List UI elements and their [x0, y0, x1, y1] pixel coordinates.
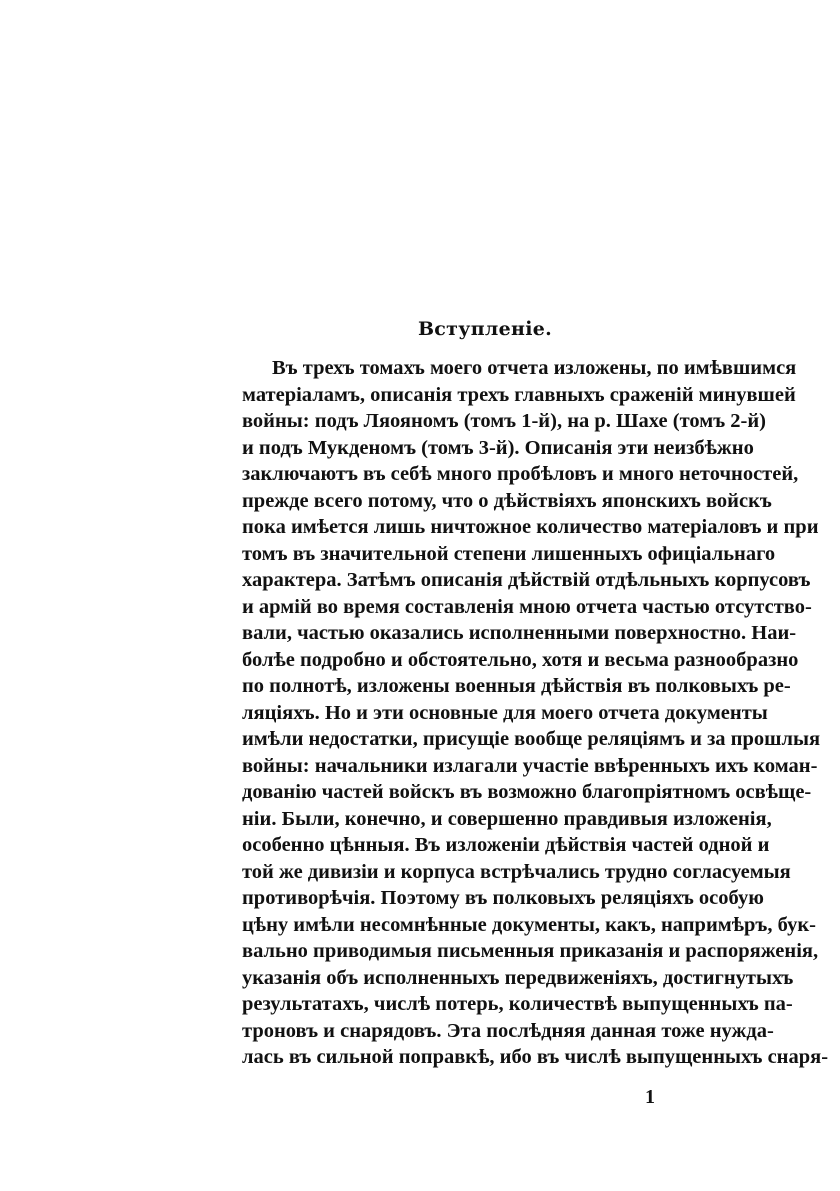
body-text — [242, 355, 829, 1071]
text-line: указанія объ исполненныхъ передвиженіяхъ, достигнутыхъ — [242, 966, 794, 989]
text-line: пока имѣется лишь ничтожное количество матеріаловъ и при — [242, 516, 819, 538]
text-line: и армій во время составленія мною отчета частью отсутство- — [242, 595, 812, 618]
text-line: войны: начальники излагали участіе ввѣренныхъ ихъ коман- — [242, 754, 818, 777]
page-number: 1 — [645, 1086, 655, 1108]
text-line: особенно цѣнныя. Въ изложеніи дѣйствія частей одной и — [242, 834, 770, 856]
text-line: вально приводимыя письменныя приказанія и распоряженія, — [242, 940, 819, 962]
text-line: цѣну имѣли несомнѣнные документы, какъ, напримѣръ, бук- — [242, 913, 816, 936]
text-line: войны: подъ Ляояномъ (томъ 1-й), на р. Шахе (томъ 2-й) — [242, 410, 767, 432]
text-line: ніи. Были, конечно, и совершенно правдивыя изложенія, — [242, 807, 772, 830]
text-line: ляціяхъ. Но и эти основные для моего отчета документы — [242, 701, 768, 724]
text-line: имѣли недостатки, присущіе вообще реляціямъ и за прошлыя — [242, 728, 821, 750]
text-line: и подъ Мукденомъ (томъ 3-й). Описанія эти неизбѣжно — [242, 436, 754, 459]
text-line: результатахъ, числѣ потерь, количествѣ выпущенныхъ па- — [242, 993, 793, 1015]
text-line: прежде всего потому, что о дѣйствіяхъ японскихъ войскъ — [242, 489, 772, 512]
text-line: троновъ и снарядовъ. Эта послѣдняя данная тоже нужда- — [242, 1019, 774, 1042]
text-line: вали, частью оказались исполненными поверхностно. Наи- — [242, 622, 797, 644]
text-line: характера. Затѣмъ описанія дѣйствій отдѣльныхъ корпусовъ — [242, 569, 811, 591]
text-line: лась въ сильной поправкѣ, ибо въ числѣ выпущенныхъ снаря- — [242, 1046, 829, 1068]
text-line: томъ въ значительной степени лишенныхъ офиціальнаго — [242, 542, 776, 565]
section-title: Вступленіе. — [417, 318, 553, 340]
text-line: Въ трехъ томахъ моего отчета изложены, по имѣвшимся — [272, 357, 797, 379]
text-line: матеріаламъ, описанія трехъ главныхъ сраженій минувшей — [242, 383, 796, 406]
text-line: по полнотѣ, изложены военныя дѣйствія въ полковыхъ ре- — [242, 675, 791, 697]
text-line: той же дивизіи и корпуса встрѣчались трудно согласуемыя — [242, 860, 791, 883]
text-line: дованію частей войскъ въ возможно благопріятномъ освѣще- — [242, 781, 812, 803]
text-line: болѣе подробно и обстоятельно, хотя и весьма разнообразно — [242, 648, 799, 671]
text-line: противорѣчія. Поэтому въ полковыхъ реляціяхъ особую — [242, 887, 764, 909]
text-line: заключаютъ въ себѣ много пробѣловъ и много неточностей, — [242, 463, 799, 485]
